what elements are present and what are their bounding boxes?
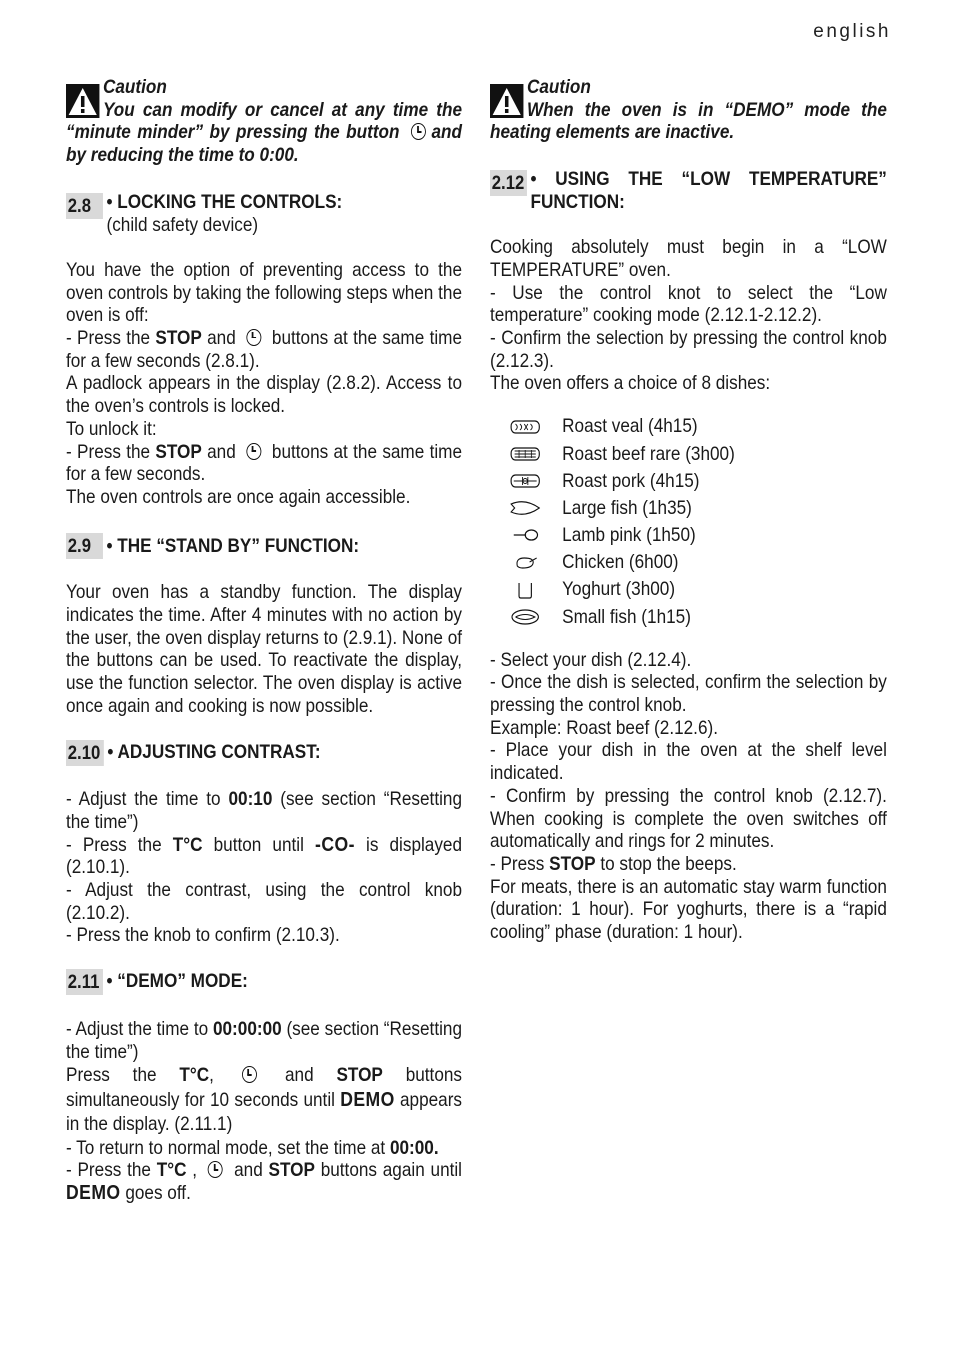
- dish-label: Roast beef rare (3h00): [562, 442, 735, 465]
- clock-icon: [246, 329, 261, 346]
- paragraph: - Adjust the contrast, using the control knob (2.10.2).: [66, 879, 462, 924]
- paragraph: A padlock appears in the display (2.8.2). Access to the oven’s controls is locked.: [66, 372, 462, 418]
- dish-label: Roast veal (4h15): [562, 415, 698, 438]
- section-title: • USING THE “LOW TEMPERATURE” FUNCTION:: [530, 168, 887, 213]
- caution-title: Caution: [526, 76, 591, 98]
- section-number: 2.11: [66, 969, 103, 995]
- right-column: [490, 76, 887, 944]
- section-title: • LOCKING THE CONTROLS:: [106, 190, 343, 213]
- warning-icon: [66, 84, 99, 118]
- dish-label: Yoghurt (3h00): [562, 578, 676, 601]
- section-2-11-header: [66, 967, 462, 995]
- section-2-12-header: [490, 168, 887, 213]
- section-number: 2.10: [66, 740, 104, 766]
- list-item: [490, 549, 887, 576]
- caution-box-minute-minder: [66, 76, 462, 167]
- stop-key-label: STOP: [155, 440, 202, 463]
- paragraph: - Press the STOP and buttons at the same time for a few seconds.: [66, 440, 463, 486]
- caution-body: [66, 99, 462, 167]
- paragraph: To unlock it:: [66, 417, 157, 440]
- section-title: • ADJUSTING CONTRAST:: [107, 740, 321, 763]
- caution-box-demo: [490, 76, 887, 144]
- list-item: [490, 440, 887, 467]
- roast-pork-icon: [509, 471, 541, 491]
- paragraph: The oven controls are once again accessible.: [66, 485, 411, 508]
- list-item: [490, 576, 887, 603]
- paragraph: - Confirm by pressing the control knob (2.12.7). When cooking is complete the oven switches off automatically and rings for 2 minutes.: [490, 784, 887, 853]
- caution-text-2: and by reducing the time to 0:00.: [66, 121, 463, 167]
- section-number: 2.9: [66, 533, 103, 559]
- list-item: [490, 522, 887, 549]
- display-code: DEMO: [340, 1088, 395, 1111]
- dish-label: Chicken (6h00): [562, 551, 679, 574]
- paragraph: - Confirm the selection by pressing the control knob (2.12.3).: [490, 327, 887, 372]
- dish-list: [490, 413, 887, 631]
- language-label: english: [813, 21, 891, 42]
- caution-text-1: You can modify or cancel at any time the “minute minder” by pressing the button: [66, 98, 463, 144]
- paragraph: - Press the STOP and buttons at the same time for a few seconds (2.8.1).: [66, 327, 463, 372]
- paragraph: The oven offers a choice of 8 dishes:: [490, 372, 771, 395]
- display-code: DEMO: [66, 1182, 121, 1205]
- list-item: [490, 413, 887, 440]
- roast-veal-icon: [509, 417, 541, 437]
- paragraph: - To return to normal mode, set the time at 00:00.: [66, 1136, 439, 1159]
- paragraph: - Use the control knot to select the “Low temperature” cooking mode (2.12.1-2.12.2).: [490, 281, 887, 327]
- roast-beef-icon: [509, 444, 541, 464]
- clock-icon: [242, 1066, 257, 1083]
- section-number: 2.8: [66, 193, 103, 219]
- display-code: -CO-: [315, 833, 355, 856]
- yoghurt-icon: [509, 580, 541, 600]
- section-title: • THE “STAND BY” FUNCTION:: [106, 534, 360, 557]
- paragraph: Cooking absolutely must begin in a “LOW TEMPERATURE” oven.: [490, 236, 887, 281]
- chicken-icon: [509, 553, 541, 573]
- paragraph: - Press the T°C , and STOP buttons again until DEMO goes off.: [66, 1159, 462, 1205]
- section-2-10-header: [66, 738, 462, 766]
- caution-title: Caution: [102, 76, 167, 98]
- small-fish-icon: [509, 607, 541, 627]
- dish-label: Lamb pink (1h50): [562, 524, 696, 547]
- paragraph: For meats, there is an automatic stay warm function (duration: 1 hour). For yoghurts, there is a “rapid cooling” phase (duration: 1 hour).: [490, 875, 887, 944]
- lamb-icon: [509, 525, 541, 545]
- section-title: • “DEMO” MODE:: [106, 970, 248, 993]
- list-item: [490, 468, 887, 495]
- clock-icon: [246, 443, 261, 460]
- paragraph: Example: Roast beef (2.12.6).: [490, 716, 718, 739]
- dish-label: Small fish (1h15): [562, 605, 691, 628]
- large-fish-icon: [509, 498, 541, 518]
- clock-icon: [411, 123, 426, 140]
- paragraph: - Press the T°C button until -CO- is displayed (2.10.1).: [66, 833, 463, 879]
- section-2-8-header: [66, 191, 462, 236]
- paragraph: - Adjust the time to 00:00:00 (see section “Resetting the time”): [66, 1017, 462, 1063]
- section-subtitle: (child safety device): [106, 213, 259, 236]
- paragraph: - Place your dish in the oven at the shelf level indicated.: [490, 739, 887, 785]
- dish-label: Roast pork (4h15): [562, 469, 700, 492]
- paragraph: Press the T°C, and STOP buttons simultaneously for 10 seconds until DEMO appears in the display. (2.11.1): [66, 1064, 462, 1136]
- paragraph: Your oven has a standby function. The display indicates the time. After 4 minutes with no action by the user, the oven display returns to (2.9.1). None of the buttons can be used. To reactivate the display, use the function selector. The oven display is active once again and cooking is now possible.: [66, 581, 462, 717]
- stop-key-label: STOP: [155, 327, 202, 350]
- section-number: 2.12: [490, 170, 527, 196]
- left-column: [66, 76, 462, 1205]
- paragraph: - Once the dish is selected, confirm the selection by pressing the control knob.: [490, 671, 887, 717]
- paragraph: - Press the knob to confirm (2.10.3).: [66, 924, 340, 947]
- paragraph: - Press STOP to stop the beeps.: [490, 852, 737, 875]
- dish-label: Large fish (1h35): [562, 496, 692, 519]
- stop-key-label: STOP: [549, 852, 596, 875]
- paragraph: You have the option of preventing access to the oven controls by taking the following steps when the oven is off:: [66, 258, 462, 327]
- clock-icon: [208, 1161, 223, 1178]
- paragraph: - Adjust the time to 00:10 (see section “Resetting the time”): [66, 788, 462, 833]
- section-2-9-header: [66, 531, 462, 559]
- list-item: [490, 495, 887, 522]
- paragraph: - Select your dish (2.12.4).: [490, 648, 692, 671]
- list-item: [490, 603, 887, 630]
- warning-icon: [490, 84, 523, 118]
- caution-body: When the oven is in “DEMO” mode the heating elements are inactive.: [490, 98, 887, 144]
